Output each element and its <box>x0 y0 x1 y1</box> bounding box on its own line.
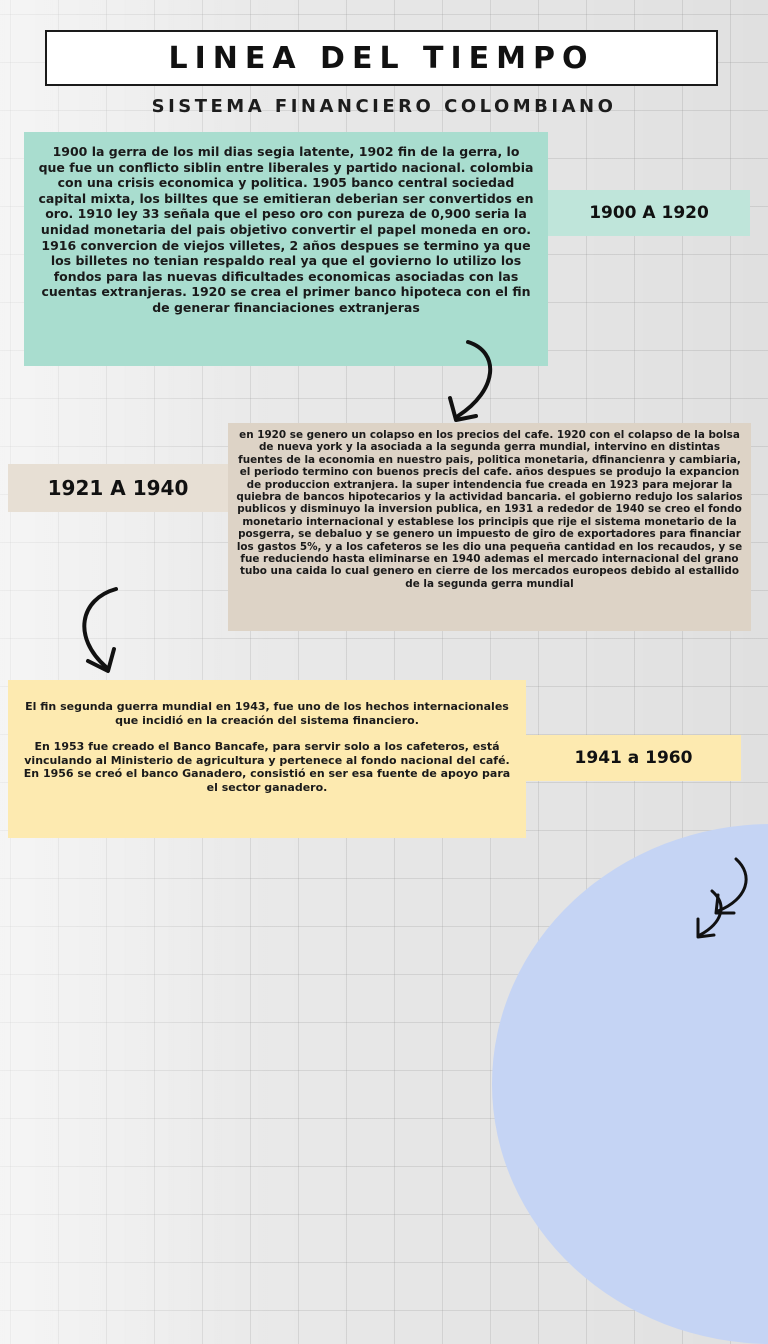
page-title: LINEA DEL TIEMPO <box>168 40 595 76</box>
period-3-label: 1941 a 1960 <box>526 735 741 781</box>
page-subtitle: SISTEMA FINANCIERO COLOMBIANO <box>151 96 617 117</box>
double-curved-arrow-icon <box>688 855 760 943</box>
period-3-paragraph-1: El fin segunda guerra mundial en 1943, fue uno de los hechos internacionales que incidió en la creación del sistema financiero. <box>25 700 509 727</box>
period-3-description <box>8 680 526 838</box>
period-1-description: 1900 la gerra de los mil dias segia latente, 1902 fin de la gerra, lo que fue un conflicto siblin entre liberales y partido nacional. colombia con una crisis economica y politica. 1905 banco central sociedad capital mixta, los billtes que se emitieran deberian ser convertidos en oro. 1910 ley 33 señala que el peso oro con pureza de 0,900 seria la unidad monetaria del pais objetivo convertir el papel moneda en oro. 1916 convercion de viejos villetes, 2 años despues se termino ya que los billetes no tenian respaldo real ya que el goviernо lo utilizo los fondos para las nuevas dificultades economicas asociadas con las cuentas extranjeras. 1920 se crea el primer banco hipoteca con el fin de generar financiaciones extranjeras <box>24 132 548 366</box>
period-2-label: 1921 A 1940 <box>8 464 228 512</box>
period-3-paragraph-3: En 1956 se creó el banco Ganadero, consistió en ser esa fuente de apoyo para el sector ganadero. <box>23 767 511 794</box>
period-3-paragraph-2: En 1953 fue creado el Banco Bancafe, para servir solo a los cafeteros, está vinculando al Ministerio de agricultura y pertenece al fondo nacional del café. <box>24 740 510 767</box>
period-1-label: 1900 A 1920 <box>548 190 750 236</box>
curved-arrow-icon <box>72 585 132 677</box>
curved-arrow-icon <box>440 338 510 428</box>
period-2-description: en 1920 se genero un colapso en los precios del cafe. 1920 con el colapso de la bolsa de nueva york y la asociada a la segunda gerra mundial, intervino en distintas fuentes de la economia en nuestro pais, politica monetaria, dfinancienra y cambiaria, el periodo termino con buenos precis del cafe. años despues se produjo la expancion de produccion extranjera. la super intendencia fue creada en 1923 para mejorar la quiebra de bancos hipotecarios y la actividad bancaria. el gobierno redujo los salarios publicos y disminuyo la inversion publica, en 1931 a rededor de 1940 se creo el fondo monetario internacional y establese los principis que rije el sistema monetario de la posgerra, se debaluo y se genero un impuesto de giro de exportadores para financiar los gastos 5%, y a los cafeteros se les dio una pequeña cantidad en los recaudos, y se fue reduciendo hasta eliminarse en 1940 ademas el mercado internacional del grano tubo una caida lo cual genero en cierre de los mercados europeos debido al estallido de la segunda gerra mundial <box>228 423 751 631</box>
title-box <box>45 30 718 86</box>
